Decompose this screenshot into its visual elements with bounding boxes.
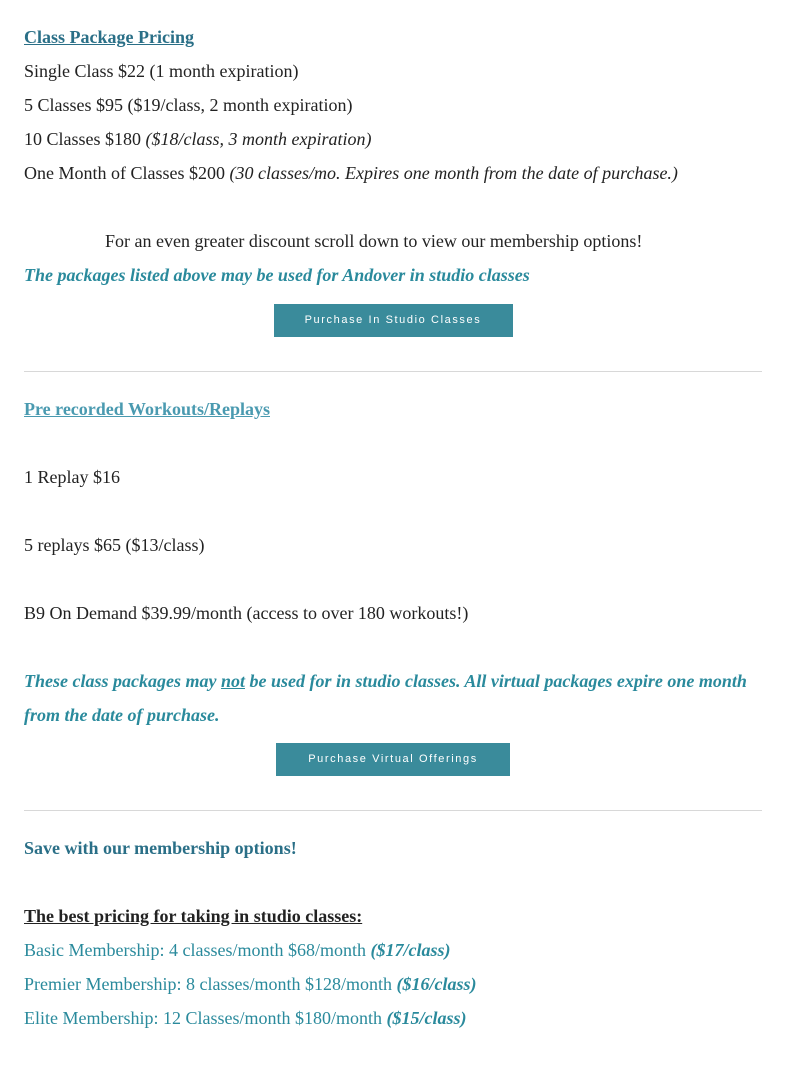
purchase-in-studio-classes-button[interactable]: Purchase In Studio Classes [274, 304, 513, 337]
virtual-button-row [24, 743, 762, 776]
one-replay-price: 1 Replay $16 [24, 467, 120, 487]
membership-subheading: The best pricing for taking in studio classes: [24, 906, 363, 926]
five-replays-price: 5 replays $65 ($13/class) [24, 535, 205, 555]
spacer [24, 494, 762, 528]
one-month-row [24, 156, 762, 190]
membership-heading: Save with our membership options! [24, 838, 297, 858]
basic-membership-price: Basic Membership: 4 classes/month $68/month [24, 940, 371, 960]
ten-classes-detail: ($18/class, 3 month expiration) [145, 129, 372, 149]
spacer [24, 337, 762, 371]
basic-membership-rate: ($17/class) [370, 940, 451, 960]
virtual-note-part2: be used for in studio classes. All virtual packages expire one month from the date of purchase. [24, 671, 747, 725]
virtual-note-not: not [220, 671, 245, 691]
elite-membership-price: Elite Membership: 12 Classes/month $180/month [24, 1008, 387, 1028]
virtual-heading-row [24, 392, 762, 426]
spacer [24, 865, 762, 899]
premier-membership-price: Premier Membership: 8 classes/month $128/month [24, 974, 397, 994]
pre-recorded-workouts-link[interactable]: Pre recorded Workouts/Replays [24, 399, 270, 419]
basic-membership-row [24, 933, 762, 967]
spacer [24, 811, 762, 831]
purchase-virtual-offerings-button[interactable]: Purchase Virtual Offerings [276, 743, 510, 776]
spacer [24, 630, 762, 664]
spacer [24, 190, 762, 224]
virtual-note [24, 664, 762, 732]
spacer [24, 562, 762, 596]
elite-membership-row [24, 1001, 762, 1035]
ten-classes-row [24, 122, 762, 156]
one-month-detail: (30 classes/mo. Expires one month from the date of purchase.) [229, 163, 678, 183]
spacer [24, 372, 762, 392]
in-studio-button-row [24, 304, 762, 337]
five-classes-price: 5 Classes $95 ($19/class, 2 month expiration) [24, 95, 353, 115]
virtual-note-part1: These class packages may [24, 671, 221, 691]
on-demand-price: B9 On Demand $39.99/month (access to over 180 workouts!) [24, 603, 469, 623]
premier-membership-row [24, 967, 762, 1001]
spacer [24, 292, 762, 304]
page-content [24, 20, 762, 1035]
ten-classes-price: 10 Classes $180 [24, 129, 146, 149]
spacer [24, 426, 762, 460]
class-package-heading-row [24, 20, 762, 54]
spacer [24, 732, 762, 743]
andover-note: The packages listed above may be used for Andover in studio classes [24, 265, 530, 285]
one-month-price: One Month of Classes $200 [24, 163, 230, 183]
premier-membership-rate: ($16/class) [396, 974, 477, 994]
single-class-price: Single Class $22 (1 month expiration) [24, 61, 299, 81]
discount-note: For an even greater discount scroll down to view our membership options! [105, 231, 643, 251]
class-package-pricing-link[interactable]: Class Package Pricing [24, 27, 194, 47]
spacer [24, 776, 762, 810]
elite-membership-rate: ($15/class) [386, 1008, 467, 1028]
